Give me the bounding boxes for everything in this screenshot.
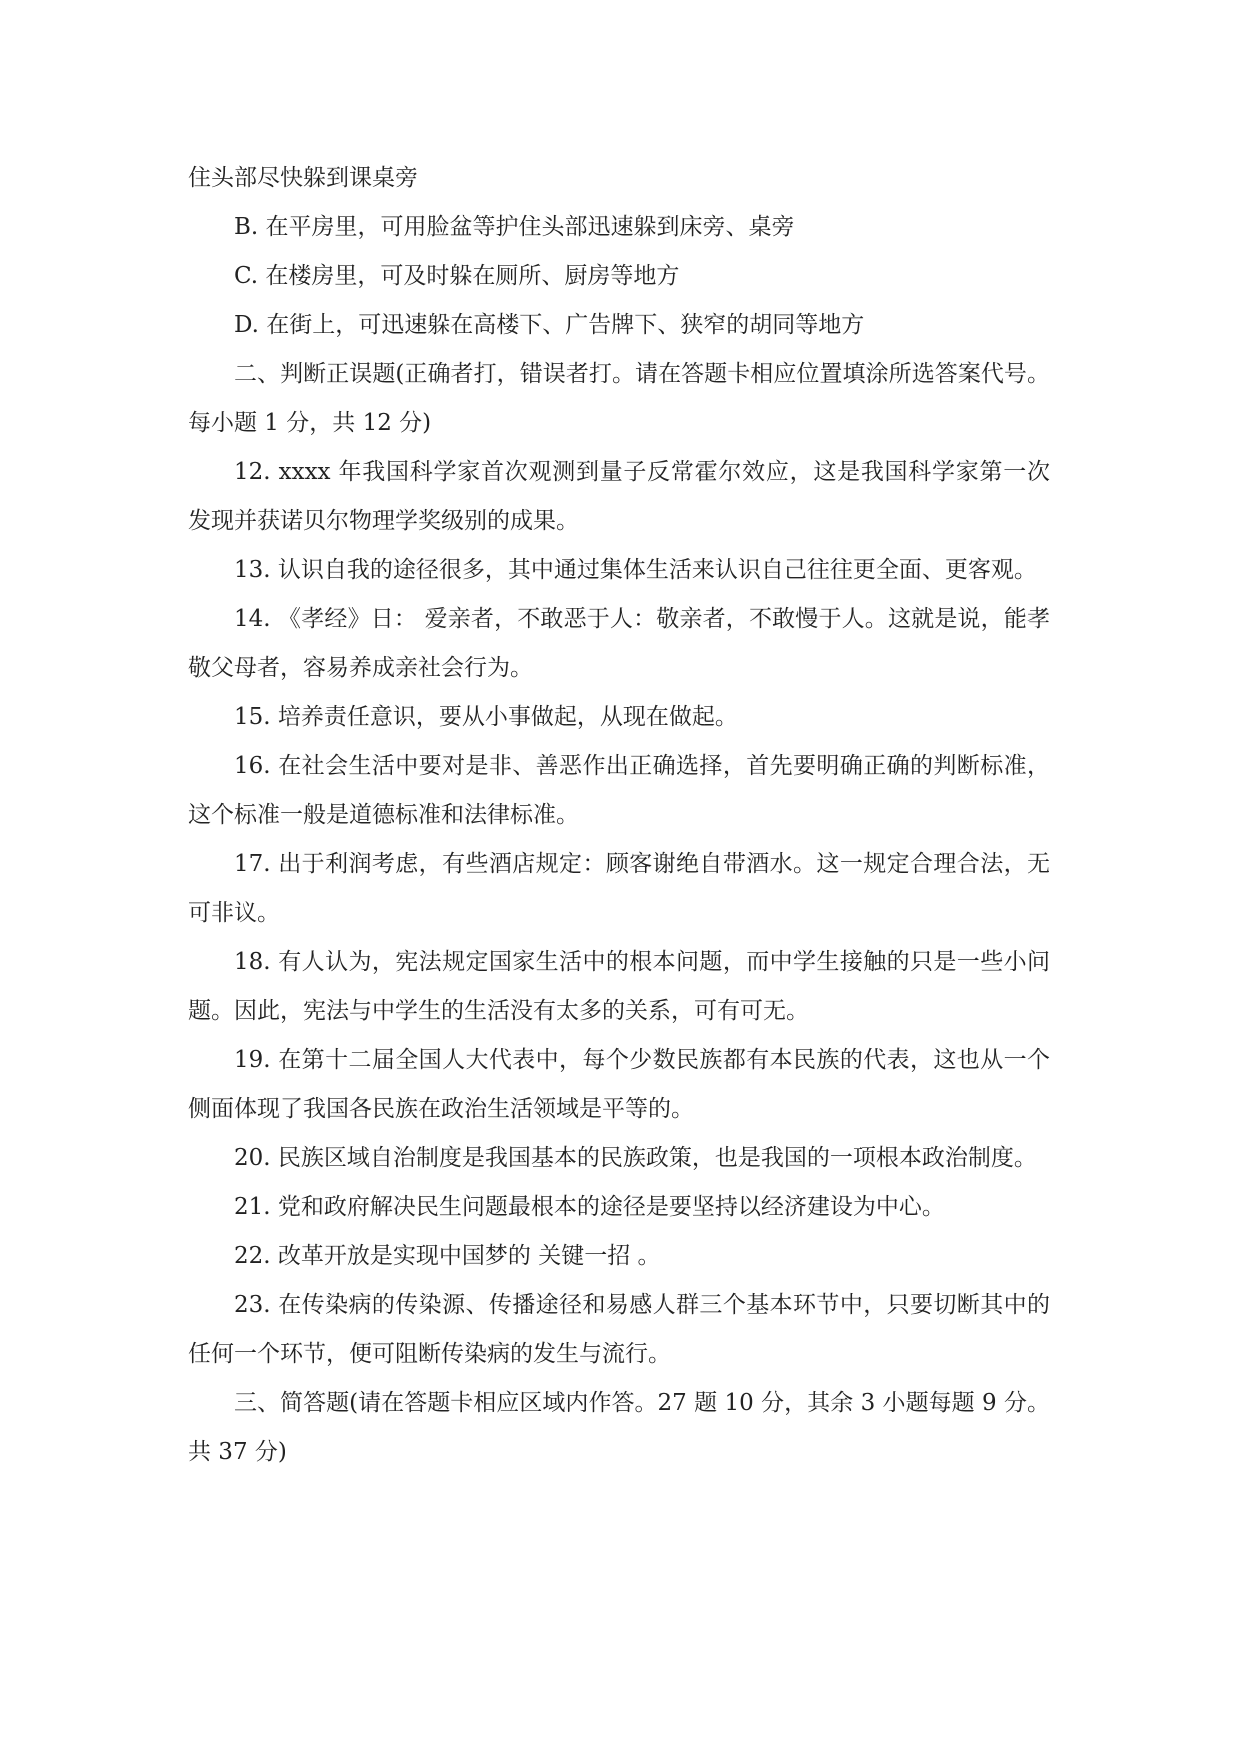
option-c: C. 在楼房里，可及时躲在厕所、厨房等地方 xyxy=(234,263,680,289)
question-12: 12. xxxx 年我国科学家首次观测到量子反常霍尔效应，这是我国科学家第一次发现并获诺贝尔物理学奖级别的成果。 xyxy=(188,459,1050,534)
question-14: 14. 《孝经》日： 爱亲者，不敢恶于人：敬亲者，不敢慢于人。这就是说，能孝敬父母者，容易养成亲社会行为。 xyxy=(188,606,1050,681)
option-b: B. 在平房里，可用脸盆等护住头部迅速躲到床旁、桌旁 xyxy=(234,214,795,240)
section-heading-short-answer: 三、简答题(请在答题卡相应区域内作答。27 题 10 分，其余 3 小题每题 9 分。共 37 分) xyxy=(188,1390,1050,1465)
question-23: 23. 在传染病的传染源、传播途径和易感人群三个基本环节中，只要切断其中的任何一个环节，便可阻断传染病的发生与流行。 xyxy=(188,1292,1050,1367)
question-18: 18. 有人认为，宪法规定国家生活中的根本问题，而中学生接触的只是一些小问题。因此，宪法与中学生的生活没有太多的关系，可有可无。 xyxy=(188,949,1050,1024)
question-15: 15. 培养责任意识，要从小事做起，从现在做起。 xyxy=(234,704,738,730)
document-body xyxy=(188,154,1050,1477)
option-d: D. 在街上，可迅速躲在高楼下、广告牌下、狭窄的胡同等地方 xyxy=(234,312,865,338)
question-19: 19. 在第十二届全国人大代表中，每个少数民族都有本民族的代表，这也从一个侧面体现了我国各民族在政治生活领域是平等的。 xyxy=(188,1047,1050,1122)
question-16: 16. 在社会生活中要对是非、善恶作出正确选择，首先要明确正确的判断标准，这个标准一般是道德标准和法律标准。 xyxy=(188,753,1050,828)
question-13: 13. 认识自我的途径很多，其中通过集体生活来认识自己往往更全面、更客观。 xyxy=(234,557,1037,583)
question-20: 20. 民族区域自治制度是我国基本的民族政策，也是我国的一项根本政治制度。 xyxy=(234,1145,1037,1171)
question-21: 21. 党和政府解决民生问题最根本的途径是要坚持以经济建设为中心。 xyxy=(234,1194,945,1220)
question-22: 22. 改革开放是实现中国梦的 关键一招 。 xyxy=(234,1243,661,1269)
question-17: 17. 出于利润考虑，有些酒店规定：顾客谢绝自带酒水。这一规定合理合法，无可非议。 xyxy=(188,851,1050,926)
paragraph-continuation: 住头部尽快躲到课桌旁 xyxy=(188,165,418,191)
section-heading-true-false: 二、判断正误题(正确者打，错误者打。请在答题卡相应位置填涂所选答案代号。每小题 1 分，共 12 分) xyxy=(188,361,1050,436)
